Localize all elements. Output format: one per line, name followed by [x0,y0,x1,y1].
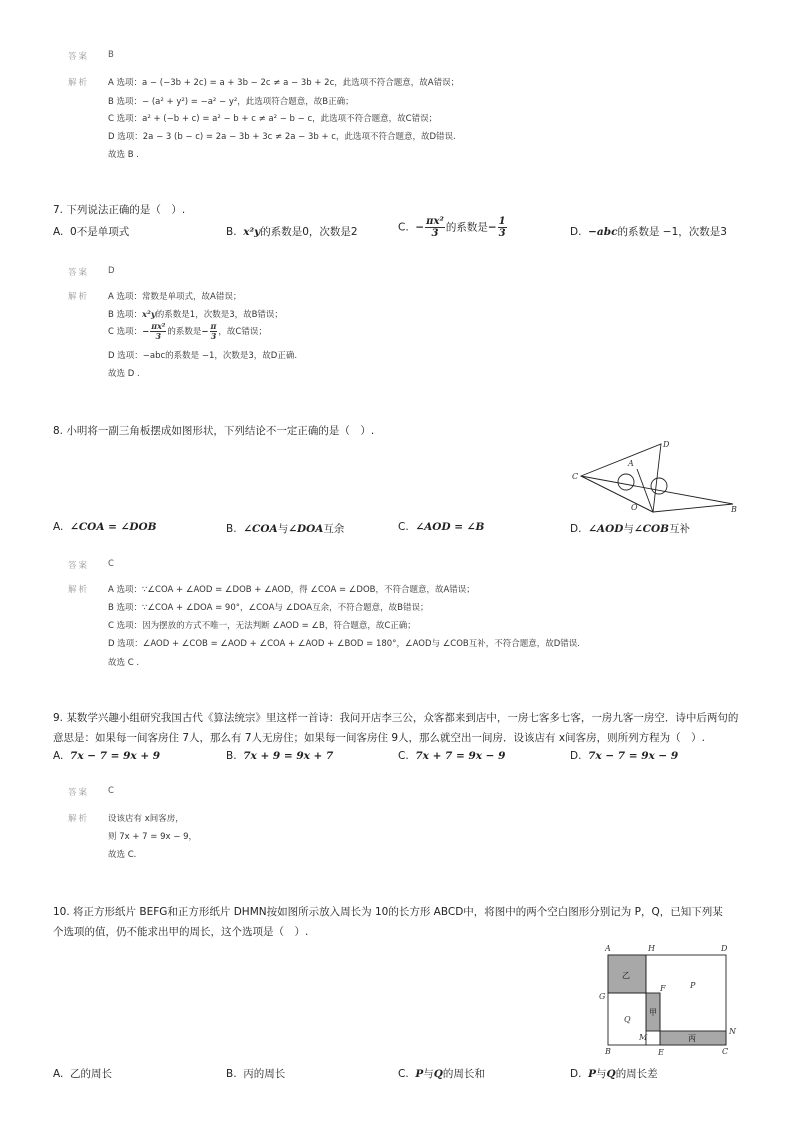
q9-option-c[interactable] [398,750,505,762]
analysis-line: A 选项：∵∠COA + ∠AOD = ∠DOB + ∠AOD，得 ∠COA = ∠DOB，不符合题意，故A错误； [108,585,475,595]
question-9-stem: 9. 某数学兴趣小组研究我国古代《算法统宗》里这样一首诗：我问开店李三公，众客都来到店中，一房七客多七客，一房九客一房空．诗中后两句的 [53,712,739,724]
q8-option-c[interactable] [398,521,484,533]
option-text: 的系数是 −1，次数是3 [617,226,727,238]
option-label: A. [53,750,64,762]
region-label-bing: 丙 [688,1034,696,1043]
analysis-line: C 选项：− $\frac{\text{πx²}}{3}$ 的系数是− $\frac{\pi}{3}$ ，故C错误； [108,321,267,341]
option-label: D. [570,226,582,238]
fraction: $\frac{\text{πx²}}{3}$ [151,321,166,341]
point-label-f: F [660,984,666,993]
answer-value: D [108,266,115,276]
option-text: 0不是单项式 [70,226,130,238]
option-math: ∠COA = ∠DOB [70,521,157,533]
option-label: D. [570,750,582,762]
option-math: 7x − 7 = 9x − 9 [588,750,679,762]
analysis-line: 故选 C . [108,658,140,668]
analysis-line: 故选 B . [108,150,139,160]
option-label: C. [398,221,409,234]
question-7-stem: 7. 下列说法正确的是（ ）. [53,204,186,216]
analysis-line: 则 7x + 7 = 9x − 9， [108,832,197,842]
analysis-line: D 选项：∠AOD + ∠COB = ∠AOD + ∠COA + ∠AOD + ∠BOD = 180°，∠AOD与 ∠COB互补，不符合题意，故D错误. [108,639,581,649]
point-label-c: C [572,472,579,481]
q7-option-b[interactable] [226,224,358,239]
q10-option-c[interactable]: C. P与Q的周长和 [398,1068,485,1080]
fraction: $\frac{\text{πx²}}{3}$ [426,216,444,239]
option-math: 7x + 9 = 9x + 7 [243,750,334,762]
point-label-a: A [605,944,611,953]
analysis-label: 解析 [68,585,90,595]
question-10-stem-cont: 个选项的值，仍不能求出甲的周长，这个选项是（ ）. [53,926,309,938]
q8-option-a[interactable] [53,521,157,533]
analysis-label: 解析 [68,78,90,88]
point-label-d: D [663,440,670,449]
option-math: 7x + 7 = 9x − 9 [415,750,506,762]
point-label-o: O [631,503,638,512]
region-label-q: Q [624,1015,631,1024]
point-label-m: M [639,1033,648,1042]
option-label: B. [226,1068,237,1080]
question-8-stem: 8. 小明将一副三角板摆成如图形状，下列结论不一定正确的是（ ）. [53,425,375,437]
option-math: −abc [588,226,618,238]
option-label: A. [53,521,64,533]
point-label-g: G [599,992,606,1001]
q10-option-d[interactable]: D. P与Q的周长差 [570,1068,658,1080]
option-label: B. [226,523,237,535]
analysis-line: A 选项：a − (−3b + 2c) = a + 3b − 2c ≠ a − 3b + 2c，此选项不符合题意，故A错误； [108,78,460,88]
point-label-d: D [721,944,728,953]
option-label: D. [570,1068,582,1080]
q8-option-d[interactable]: D. ∠AOD与∠COB互补 [570,523,691,535]
region-label-p: P [690,981,696,990]
q9-option-d[interactable] [570,750,678,762]
option-text: 的系数是0，次数是2 [260,226,358,238]
q9-option-b[interactable] [226,750,333,762]
q8-option-b[interactable]: B. ∠COA与∠DOA互余 [226,523,345,535]
analysis-line: D 选项：2a − 3 (b − c) = 2a − 3b + 3c ≠ 2a − 3b + c，此选项不符合题意，故D错误. [108,132,456,142]
analysis-line: B 选项：∵∠COA + ∠DOA = 90°，∠COA与 ∠DOA互余，不符合题意，故B错误； [108,603,429,613]
analysis-line: B 选项：x²y的系数是1，次数是3，故B错误； [108,310,283,320]
answer-value: C [108,559,114,569]
option-math: x²y [243,226,261,238]
answer-label: 答案 [68,268,90,278]
question-10-stem: 10. 将正方形纸片 BEFG和正方形纸片 DHMN按如图所示放入周长为 10的长方形 ABCD中，将图中的两个空白图形分别记为 P，Q，已知下列某 [53,906,723,918]
point-label-a: A [628,459,634,468]
analysis-line: C 选项：因为摆放的方式不唯一，无法判断 ∠AOD = ∠B，符合题意，故C正确； [108,621,416,631]
q10-option-a[interactable] [53,1066,112,1081]
point-label-h: H [648,944,655,953]
option-label: C. [398,521,409,533]
option-text: 丙的周长 [243,1068,286,1080]
region-label-yi: 乙 [622,971,630,980]
answer-label: 答案 [68,561,90,571]
option-label: C. [398,750,409,762]
analysis-line: B 选项：− (a² + y²) = −a² − y²，此选项符合题意，故B正确； [108,97,354,107]
analysis-line: 设该店有 x间客房， [108,814,184,824]
option-text: 乙的周长 [70,1068,113,1080]
rectangle-figure [596,941,742,1063]
option-label: A. [53,1068,64,1080]
analysis-line: D 选项：−abc的系数是 −1，次数是3，故D正确. [108,351,298,361]
option-math: ∠AOD = ∠B [415,521,485,533]
analysis-label: 解析 [68,814,90,824]
answer-label: 答案 [68,788,90,798]
point-label-e: E [658,1048,664,1057]
q7-option-d[interactable] [570,224,727,239]
analysis-line: A 选项：常数是单项式，故A错误； [108,292,242,302]
option-label: A. [53,226,64,238]
region-label-jia: 甲 [649,1008,657,1017]
option-label: B. [226,226,237,238]
analysis-label: 解析 [68,292,90,302]
answer-value: B [108,50,114,60]
analysis-line: C 选项：a² + (−b + c) = a² − b + c ≠ a² − b − c，此选项不符合题意，故C错误； [108,114,438,124]
answer-value: C [108,786,114,796]
option-label: D. [570,523,582,535]
answer-label: 答案 [68,52,90,62]
point-label-b: B [605,1047,611,1056]
point-label-c: C [722,1047,729,1056]
analysis-line: 故选 C. [108,850,137,860]
option-label: B. [226,750,237,762]
q7-option-a[interactable] [53,224,129,239]
option-text: 的系数是 [445,221,488,234]
fraction: $\frac{\pi}{3}$ [210,321,217,341]
question-9-stem-cont: 意思是：如果每一间客房住 7人，那么有 7人无房住；如果每一间客房住 9人，那么就空出一间房．设该店有 x间客房，则所列方程为（ ）. [53,732,705,744]
q7-option-c[interactable]: C. − $\frac{\text{πx²}}{3}$ 的系数是− $\frac{1}{3}$ [398,216,506,239]
point-label-b: B [731,505,737,514]
fraction: $\frac{1}{3}$ [498,216,506,239]
point-label-n: N [729,1027,736,1036]
q9-option-a[interactable] [53,750,160,762]
option-label: C. [398,1068,409,1080]
triangle-figure [565,436,745,516]
option-math: 7x − 7 = 9x + 9 [70,750,161,762]
q10-option-b[interactable] [226,1066,285,1081]
analysis-line: 故选 D . [108,369,140,379]
